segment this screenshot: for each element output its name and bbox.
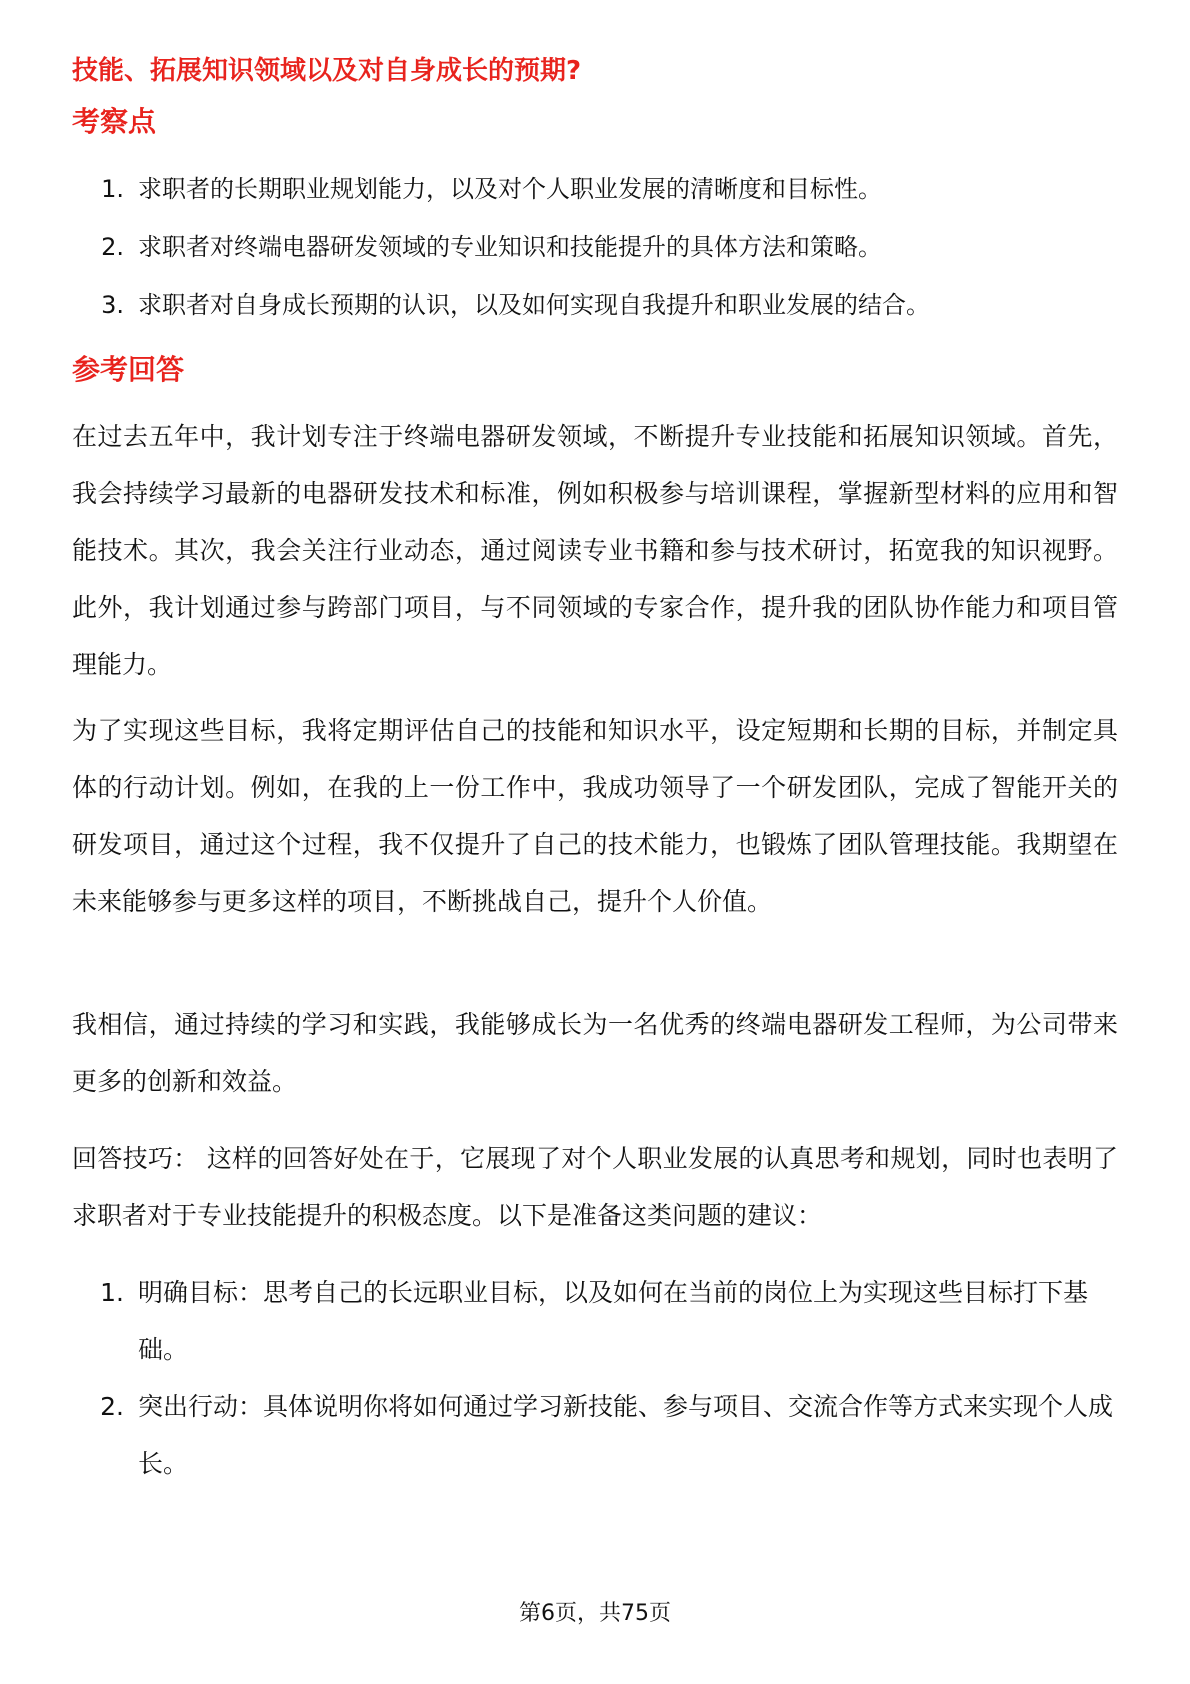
- answer-heading: 参考回答: [72, 353, 185, 386]
- list-item: [72, 276, 1110, 334]
- list-item: [72, 160, 1110, 218]
- list-text: 求职者的长期职业规划能力，以及对个人职业发展的清晰度和目标性。: [138, 175, 882, 203]
- list-number: 2.: [101, 233, 124, 261]
- answer-paragraph-3: 我相信，通过持续的学习和实践，我能够成长为一名优秀的终端电器研发工程师，为公司带来更多的创新和效益。: [72, 1010, 1118, 1096]
- page-number-footer: 第6页，共75页: [519, 1601, 671, 1626]
- list-item: [72, 1378, 1118, 1492]
- answer-tips-intro: 回答技巧： 这样的回答好处在于，它展现了对个人职业发展的认真思考和规划，同时也表明了求职者对于专业技能提升的积极态度。以下是准备这类问题的建议：: [72, 1144, 1118, 1230]
- list-number: 2.: [100, 1392, 124, 1421]
- answer-paragraph-2: 为了实现这些目标，我将定期评估自己的技能和知识水平，设定短期和长期的目标，并制定具体的行动计划。例如，在我的上一份工作中，我成功领导了一个研发团队，完成了智能开关的研发项目，通过这个过程，我不仅提升了自己的技术能力，也锻炼了团队管理技能。我期望在未来能够参与更多这样的项目，不断挑战自己，提升个人价值。: [72, 716, 1118, 916]
- list-text: 求职者对自身成长预期的认识，以及如何实现自我提升和职业发展的结合。: [138, 291, 930, 319]
- list-text: 求职者对终端电器研发领域的专业知识和技能提升的具体方法和策略。: [138, 233, 882, 261]
- list-number: 1.: [101, 175, 124, 203]
- list-item: [72, 1264, 1118, 1378]
- list-item: [72, 218, 1110, 276]
- list-number: 1.: [100, 1278, 124, 1307]
- tips-list: [72, 1264, 1118, 1492]
- list-text: 突出行动：具体说明你将如何通过学习新技能、参与项目、交流合作等方式来实现个人成长。: [138, 1392, 1114, 1478]
- focus-heading: 考察点: [72, 105, 157, 138]
- list-number: 3.: [101, 291, 124, 319]
- list-text: 明确目标：思考自己的长远职业目标，以及如何在当前的岗位上为实现这些目标打下基础。: [138, 1278, 1089, 1364]
- focus-points-list: [72, 160, 1110, 334]
- answer-paragraph-1: 在过去五年中，我计划专注于终端电器研发领域，不断提升专业技能和拓展知识领域。首先，我会持续学习最新的电器研发技术和标准，例如积极参与培训课程，掌握新型材料的应用和智能技术。其次，我会关注行业动态，通过阅读专业书籍和参与技术研讨，拓宽我的知识视野。此外，我计划通过参与跨部门项目，与不同领域的专家合作，提升我的团队协作能力和项目管理能力。: [72, 422, 1118, 679]
- question-title: 技能、拓展知识领域以及对自身成长的预期?: [72, 56, 582, 86]
